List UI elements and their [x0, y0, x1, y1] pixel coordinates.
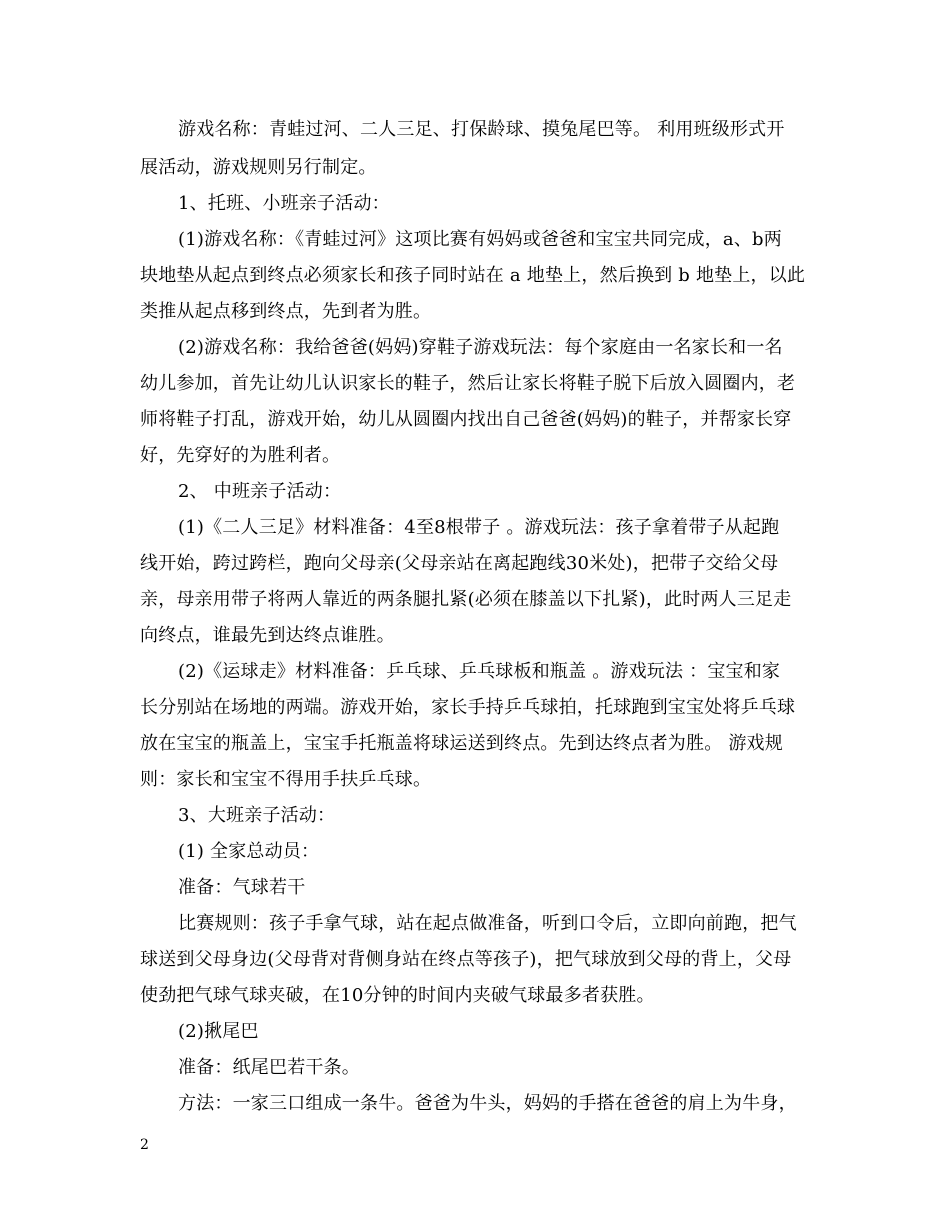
text-line: 好，先穿好的为胜利者。	[140, 445, 341, 466]
text-line: 游戏名称：青蛙过河、二人三足、打保龄球、摸兔尾巴等。 利用班级形式开	[178, 119, 785, 140]
text-line: 块地垫从起点到终点必须家长和孩子同时站在 a 地垫上，然后换到 b 地垫上，以此	[140, 265, 806, 286]
text-line: 放在宝宝的瓶盖上，宝宝手托瓶盖将球运送到终点。先到达终点者为胜。 游戏规	[140, 733, 783, 754]
text-line: 则：家长和宝宝不得用手扶乒乓球。	[140, 769, 432, 790]
text-line: 比赛规则：孩子手拿气球，站在起点做准备，听到口令后，立即向前跑，把气	[178, 913, 797, 934]
text-line: (1) 全家总动员：	[178, 841, 320, 862]
text-line: 1、托班、小班亲子活动：	[178, 193, 390, 214]
text-line: 长分别站在场地的两端。游戏开始，家长手持乒乓球拍，托球跑到宝宝处将乒乓球	[140, 697, 796, 718]
text-line: 师将鞋子打乱，游戏开始，幼儿从圆圈内找出自己爸爸(妈妈)的鞋子，并帮家长穿	[140, 409, 792, 430]
text-line: (2)《运球走》材料准备：乒乓球、乒乓球板和瓶盖 。游戏玩法 ：宝宝和家	[178, 661, 781, 682]
text-line: (1)游戏名称：《青蛙过河》这项比赛有妈妈或爸爸和宝宝共同完成，a、b两	[178, 229, 782, 250]
text-line: 幼儿参加，首先让幼儿认识家长的鞋子，然后让家长将鞋子脱下后放入圆圈内，老	[140, 373, 796, 394]
text-line: (1)《二人三足》材料准备：4至8根带子 。游戏玩法：孩子拿着带子从起跑	[178, 517, 780, 538]
text-line: 展活动，游戏规则另行制定。	[140, 157, 377, 178]
text-line: (2)揪尾巴	[178, 1021, 259, 1042]
text-line: 2、 中班亲子活动：	[178, 481, 342, 502]
text-line: 类推从起点移到终点，先到者为胜。	[140, 301, 432, 322]
text-line: 准备：气球若干	[178, 877, 306, 898]
page-number: 2	[140, 1137, 149, 1153]
text-line: 使劲把气球气球夹破，在10分钟的时间内夹破气球最多者获胜。	[140, 985, 655, 1006]
text-line: 线开始，跨过跨栏，跑向父母亲(父母亲站在离起跑线30米处)，把带子交给父母	[140, 553, 779, 574]
text-line: (2)游戏名称：我给爸爸(妈妈)穿鞋子游戏玩法：每个家庭由一名家长和一名	[178, 337, 783, 358]
text-line: 球送到父母身边(父母背对背侧身站在终点等孩子)，把气球放到父母的背上，父母	[140, 949, 792, 970]
text-line: 3、大班亲子活动：	[178, 805, 336, 826]
text-line: 准备：纸尾巴若干条。	[178, 1057, 360, 1078]
text-line: 方法：一家三口组成一条牛。爸爸为牛头，妈妈的手搭在爸爸的肩上为牛身，	[178, 1093, 797, 1114]
text-line: 向终点，谁最先到达终点谁胜。	[140, 625, 395, 646]
text-line: 亲，母亲用带子将两人靠近的两条腿扎紧(必须在膝盖以下扎紧)，此时两人三足走	[140, 589, 792, 610]
